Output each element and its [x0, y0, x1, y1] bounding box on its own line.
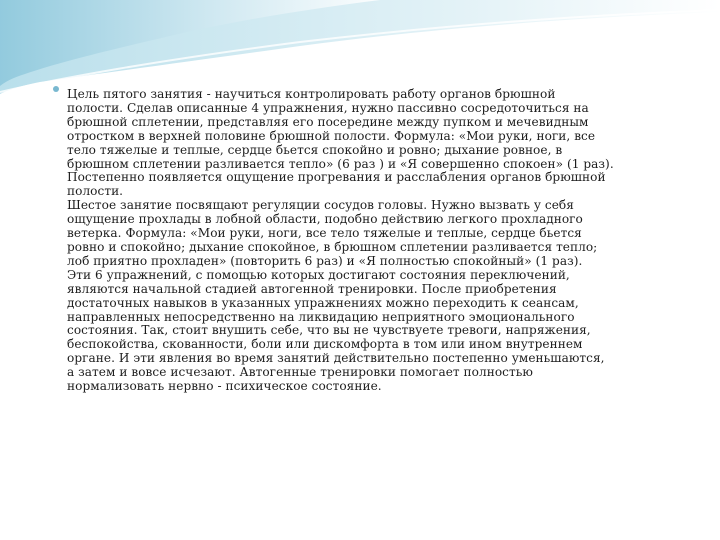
text-line: направленных непосредственно на ликвидацию неприятного эмоционального [67, 309, 575, 324]
text-line: беспокойства, скованности, боли или дискомфорта в том или ином внутреннем [67, 337, 583, 352]
text-line: отростком в верхней половине брюшной полости. Формула: «Мои руки, ноги, все [67, 128, 596, 143]
text-line: являются начальной стадией автогенной тренировки. После приобретения [67, 281, 557, 296]
text-line: брюшной сплетении, представляя его посередине между пупком и мечевидным [67, 114, 589, 129]
text-line: Цель пятого занятия - научиться контролировать работу органов брюшной [67, 87, 556, 101]
text-line: полости. [67, 184, 124, 199]
bullet-icon [53, 86, 59, 92]
text-line: тело тяжелые и теплые, сердце бьется спокойно и ровно; дыхание ровное, в [67, 142, 563, 157]
slide-text [67, 88, 697, 394]
text-line: достаточных навыков в указанных упражнениях можно переходить к сеансам, [67, 295, 579, 310]
text-line: ровно и спокойно; дыхание спокойное, в брюшном сплетении разливается тепло; [67, 239, 598, 254]
text-line: состояния. Так, стоит внушить себе, что вы не чувствуете тревоги, напряжения, [67, 323, 591, 338]
text-line: Эти 6 упражнений, с помощью которых достигают состояния переключений, [67, 267, 570, 282]
text-line: нормализовать нервно - психическое состояние. [67, 379, 382, 394]
text-line: Шестое занятие посвящают регуляции сосудов головы. Нужно вызвать у себя [67, 198, 574, 213]
text-line: а затем и вовсе исчезают. Автогенные тренировки помогает полностью [67, 365, 533, 380]
text-line: ощущение прохлады в лобной области, подобно действию легкого прохладного [67, 212, 583, 227]
text-line: Постепенно появляется ощущение прогревания и расслабления органов брюшной [67, 170, 606, 185]
text-line: органе. И эти явления во время занятий действительно постепенно уменьшаются, [67, 351, 605, 366]
text-line: брюшном сплетении разливается тепло» (6 раз ) и «Я совершенно спокоен» (1 раз). [67, 156, 614, 171]
text-line: ветерка. Формула: «Мои руки, ноги, все тело тяжелые и теплые, сердце бьется [67, 226, 582, 241]
text-line: полости. Сделав описанные 4 упражнения, нужно пассивно сосредоточиться на [67, 100, 589, 115]
text-line: лоб приятно прохладен» (повторить 6 раз) и «Я полностью спокойный» (1 раз). [67, 253, 583, 268]
